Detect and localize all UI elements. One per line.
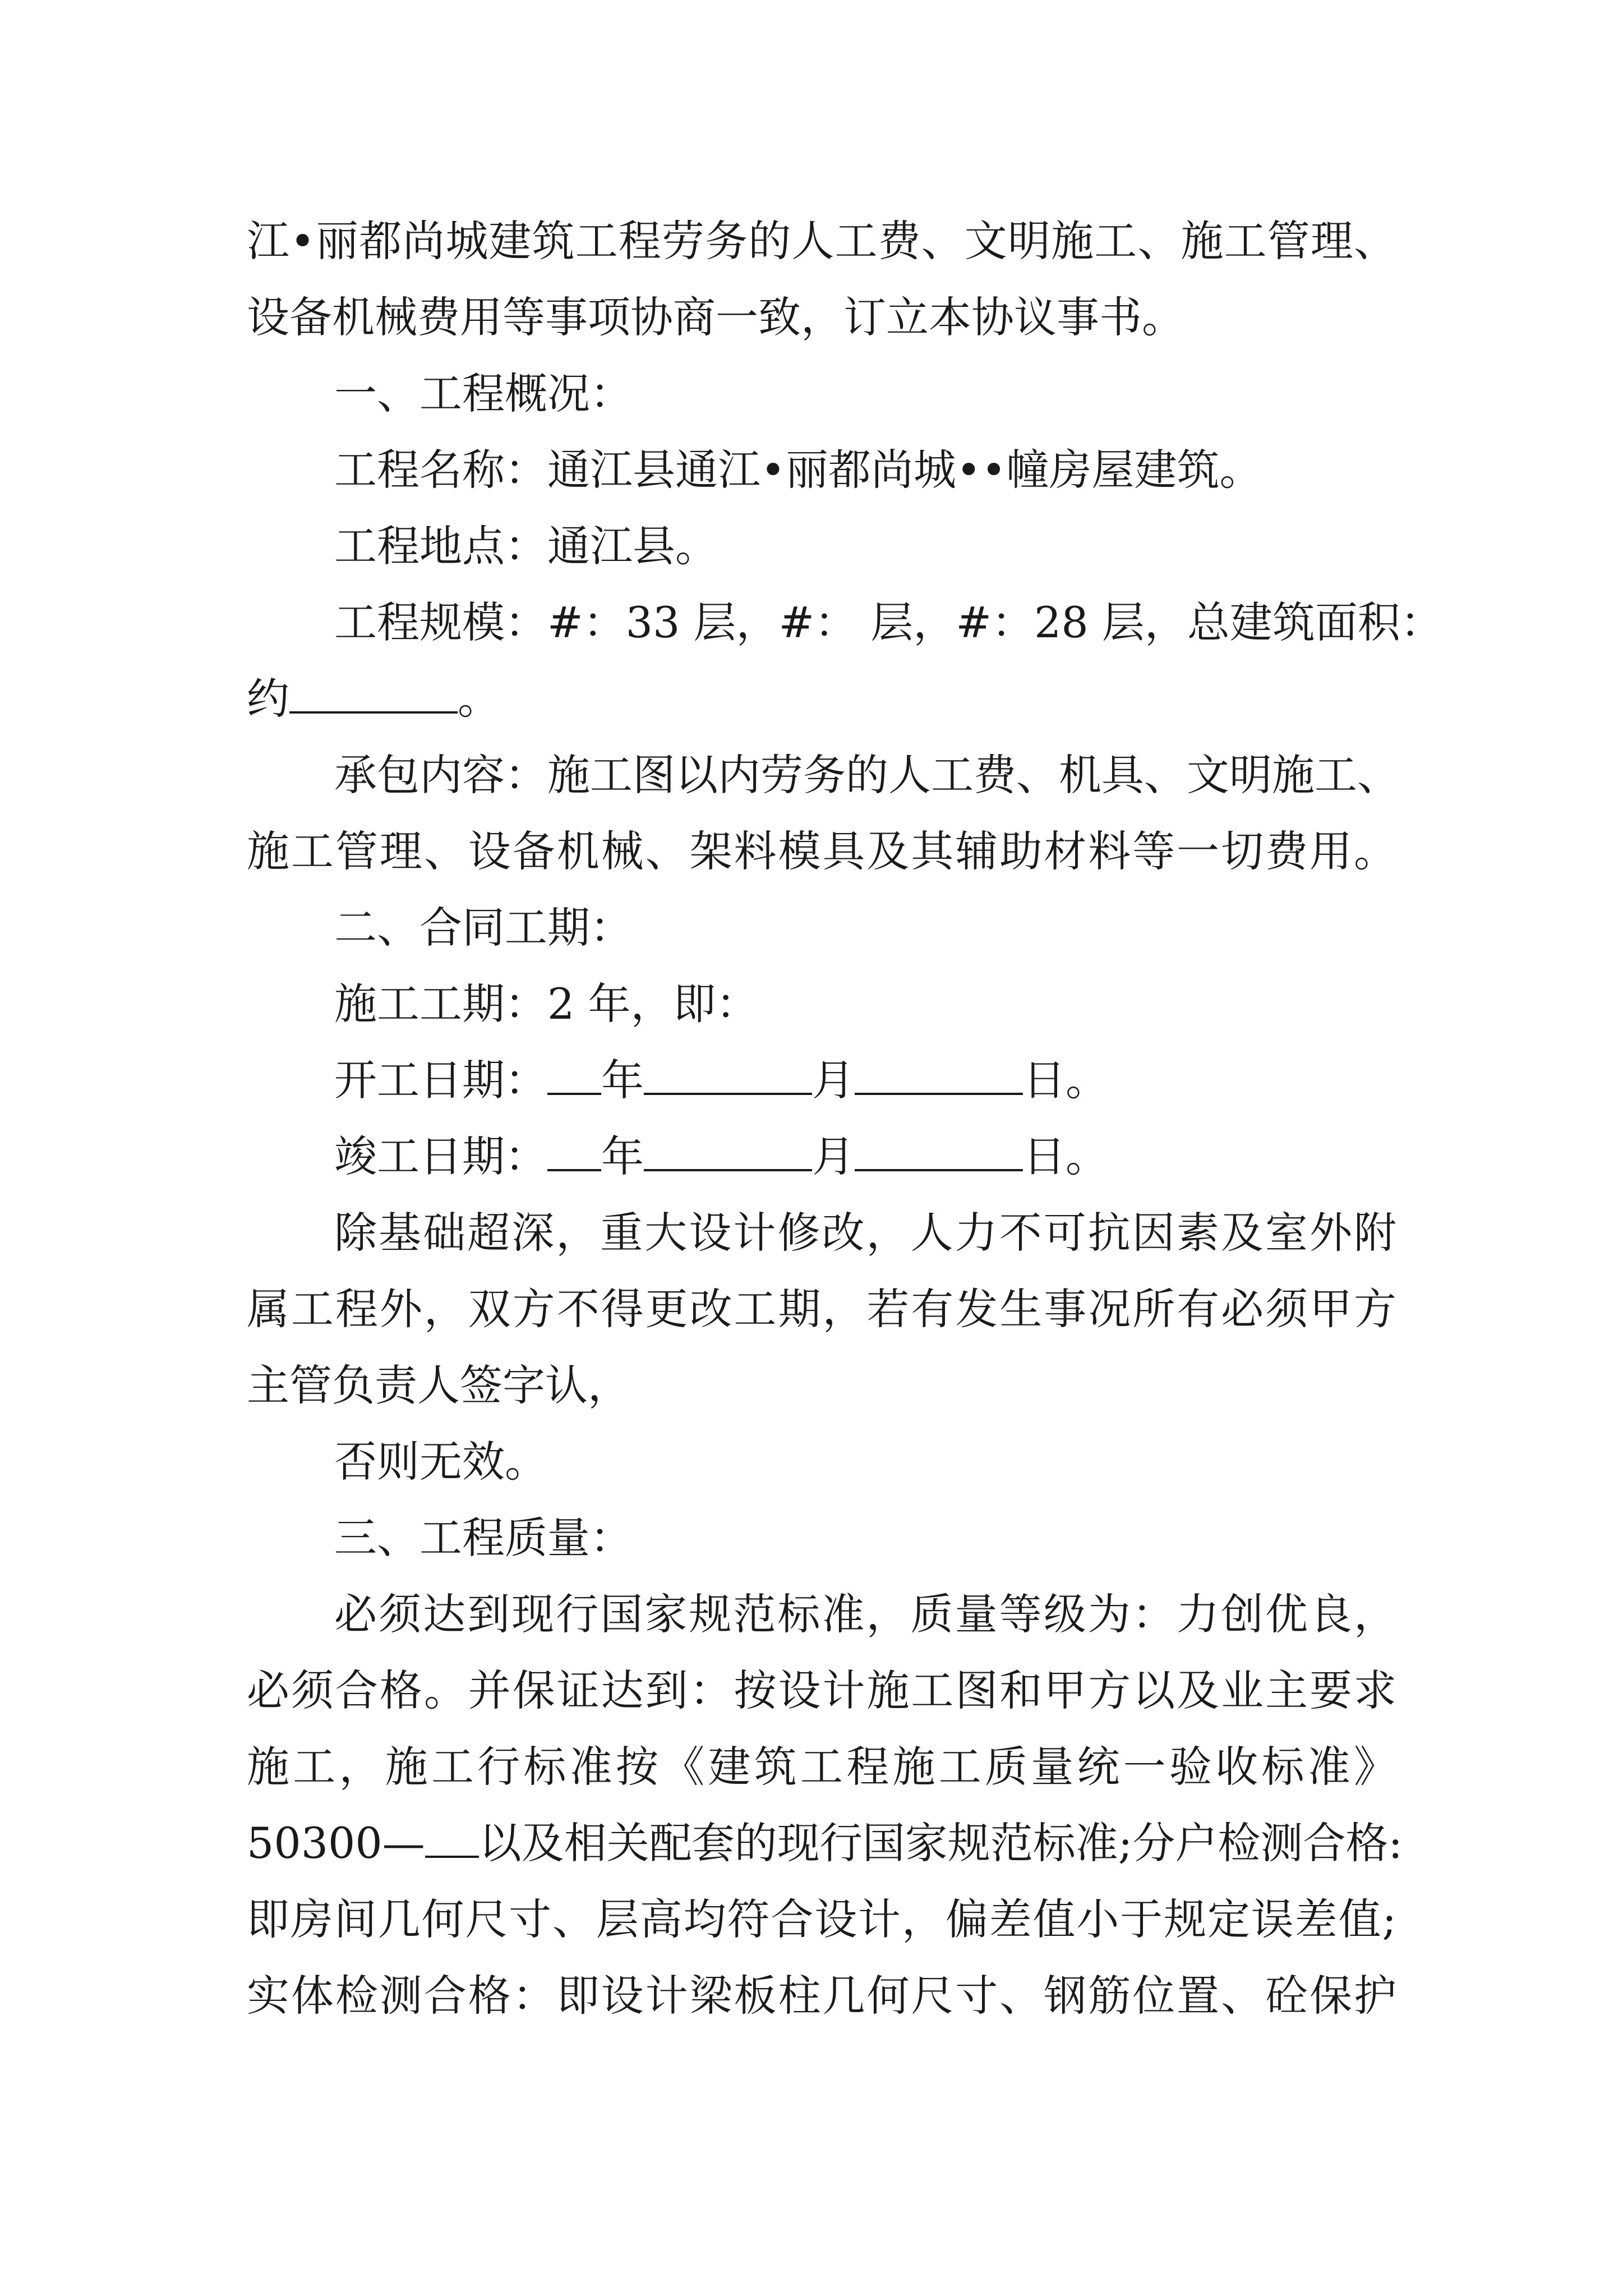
quality-line-5: 即房间几何尺寸、层高均符合设计，偏差值小于规定误差值; [247, 1894, 1396, 1944]
project-scale-line-2 [247, 661, 1396, 737]
section-heading-quality: 三、工程质量： [334, 1513, 633, 1563]
end-month-label: 月 [812, 1131, 855, 1181]
exceptions-line-3: 主管负责人签字认， [247, 1360, 630, 1410]
quality-line-4 [247, 1805, 1403, 1881]
end-month-blank [644, 1128, 812, 1171]
section-heading-duration: 二、合同工期： [334, 903, 633, 953]
start-date-line [247, 1042, 1396, 1119]
end-year-label: 年 [601, 1131, 644, 1181]
start-day-blank [855, 1051, 1023, 1095]
quality-standard-code: 50300— [247, 1818, 425, 1868]
start-month-label: 月 [812, 1055, 855, 1105]
exceptions-line-1: 除基础超深，重大设计修改，人力不可抗因素及室外附 [334, 1208, 1396, 1258]
document-body [247, 203, 1443, 2034]
end-day-label: 日。 [1023, 1131, 1108, 1181]
section-heading-overview: 一、工程概况： [334, 369, 633, 418]
end-date-line [247, 1119, 1396, 1195]
standard-year-blank [425, 1814, 479, 1858]
intro-line-2: 设备机械费用等事项协商一致，订立本协议事书。 [247, 292, 1184, 342]
end-year-blank [547, 1128, 601, 1171]
end-date-label: 竣工日期： [334, 1131, 547, 1181]
area-blank [289, 670, 458, 714]
start-month-blank [644, 1051, 812, 1095]
project-name-line: 工程名称：通江县通江•丽都尚城••幢房屋建筑。 [334, 445, 1262, 495]
start-day-label: 日。 [1023, 1055, 1108, 1105]
start-date-label: 开工日期： [334, 1055, 547, 1105]
start-year-blank [547, 1051, 601, 1095]
project-location-line: 工程地点：通江县。 [334, 521, 718, 571]
project-scale-line-1: 工程规模：#：33 层，#： 层，#：28 层，总建筑面积： [334, 597, 1443, 647]
quality-line-3: 施工，施工行标准按《建筑工程施工质量统一验收标准》 [247, 1742, 1396, 1792]
project-scale-prefix: 约 [247, 674, 289, 724]
contract-scope-line-1: 承包内容：施工图以内劳务的人工费、机具、文明施工、 [334, 750, 1400, 800]
end-day-blank [855, 1128, 1023, 1171]
intro-line-1: 江•丽都尚城建筑工程劳务的人工费、文明施工、施工管理、 [247, 216, 1396, 266]
project-scale-suffix: 。 [458, 674, 500, 724]
quality-line-2: 必须合格。并保证达到：按设计施工图和甲方以及业主要求 [247, 1665, 1396, 1715]
contract-scope-line-2: 施工管理、设备机械、架料模具及其辅助材料等一切费用。 [247, 826, 1396, 876]
quality-line-4-text: 以及相关配套的现行国家规范标准;分户检测合格: [478, 1818, 1403, 1868]
quality-line-6: 实体检测合格：即设计梁板柱几何尺寸、钢筋位置、砼保护 [247, 1971, 1396, 2021]
duration-line: 施工工期：2 年，即： [334, 979, 759, 1029]
quality-line-1: 必须达到现行国家规范标准，质量等级为：力创优良， [334, 1589, 1396, 1639]
start-year-label: 年 [601, 1055, 644, 1105]
otherwise-line: 否则无效。 [334, 1437, 547, 1487]
exceptions-line-2: 属工程外，双方不得更改工期，若有发生事况所有必须甲方 [247, 1284, 1396, 1334]
